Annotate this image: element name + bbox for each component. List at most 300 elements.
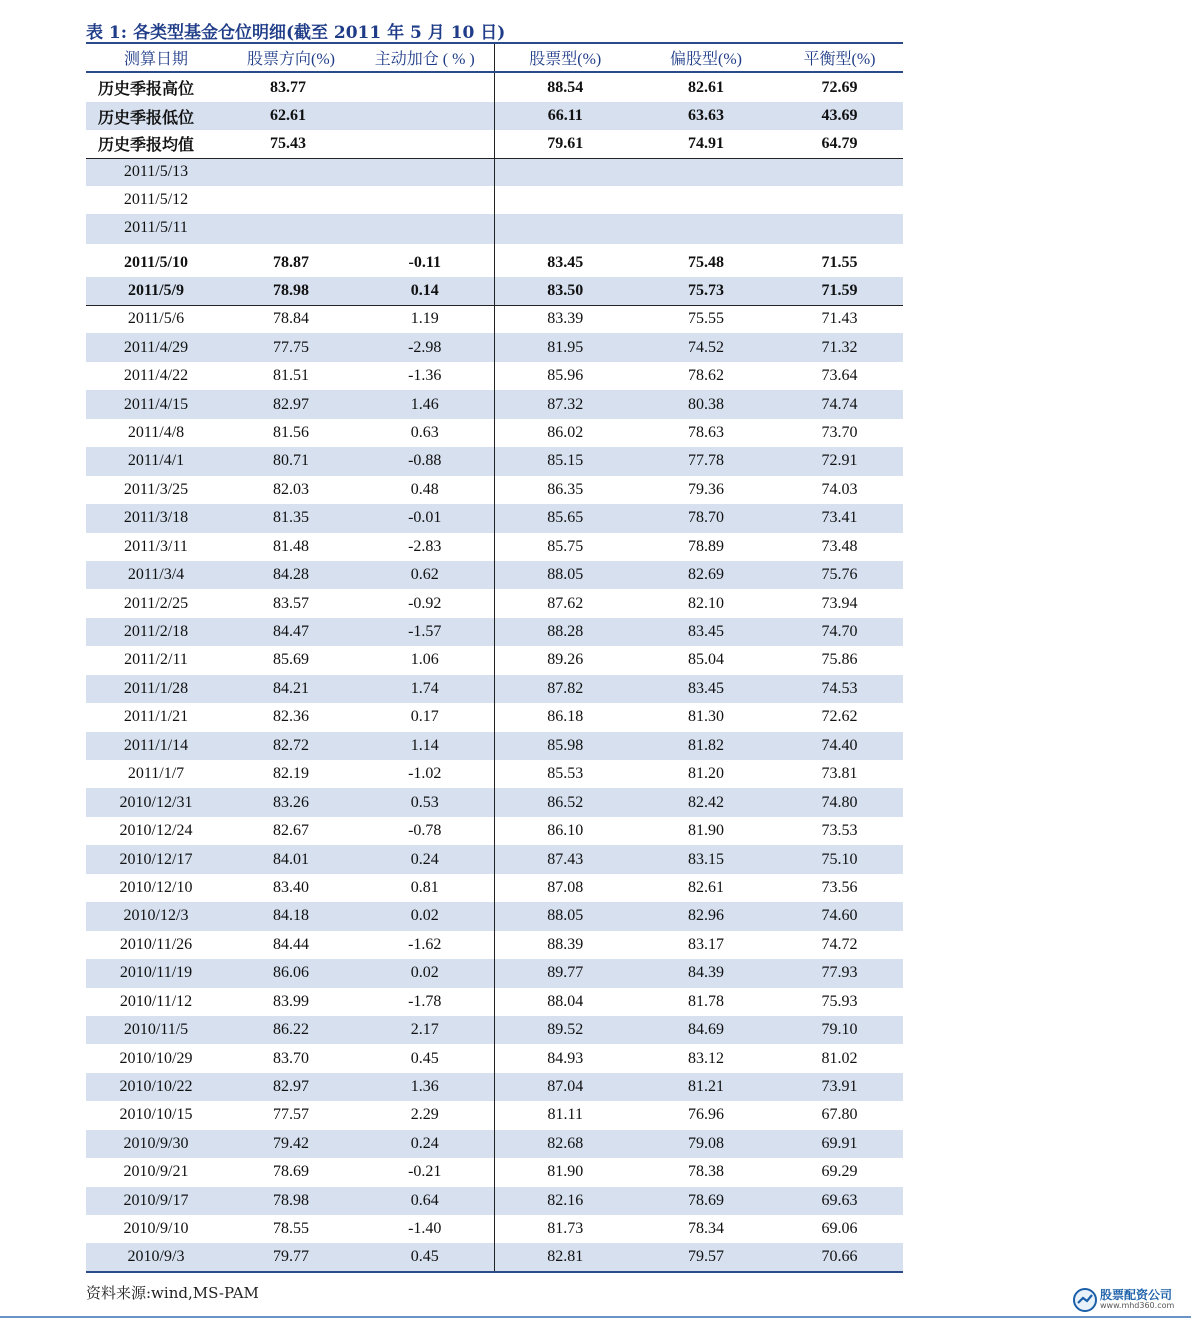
partial-stock-cell: 78.63 [688,423,724,441]
date-cell: 2010/12/10 [119,878,193,896]
stock-direction-cell: 84.18 [226,902,356,930]
stock-direction-cell [226,158,356,186]
partial-stock-cell: 83.15 [636,845,776,873]
partial-stock-cell: 81.21 [636,1073,776,1101]
partial-stock-cell: 82.10 [688,594,724,612]
date-cell: 2011/2/11 [124,651,188,669]
partial-stock-cell: 85.04 [688,651,724,669]
partial-stock-cell: 81.90 [688,822,724,840]
date-cell: 2011/3/25 [123,480,189,498]
balanced-cell: 75.93 [821,992,858,1010]
header-partial-stock: 偏股型(%) [636,43,776,72]
stock-type-cell: 89.26 [547,651,584,669]
partial-stock-cell: 63.63 [636,102,776,130]
balanced-cell: 73.64 [821,367,858,385]
active-add-cell: -0.01 [356,504,494,532]
active-add-cell: 0.45 [356,1044,494,1072]
stock-direction-cell: 83.57 [273,594,309,612]
logo-url: www.mhd360.com [1100,1301,1175,1310]
stock-type-cell: 88.05 [494,561,636,589]
active-add-cell: -0.78 [356,817,494,845]
active-add-cell: -0.88 [356,447,494,475]
stock-direction-cell: 79.42 [226,1130,356,1158]
active-add-cell: 0.48 [356,476,494,504]
date-cell: 2010/11/5 [86,1016,226,1044]
stock-direction-cell: 81.35 [226,504,356,532]
balanced-cell: 73.91 [776,1073,903,1101]
balanced-cell: 70.66 [776,1243,903,1271]
table-row [86,959,903,987]
active-add-cell [356,158,494,186]
active-add-cell: -0.21 [356,1158,494,1186]
table-row [86,760,903,788]
stock-type-cell: 85.75 [547,537,584,555]
date-cell: 2010/10/29 [119,1049,193,1067]
active-add-cell: -2.98 [356,333,494,361]
header-stock-type: 股票型(%) [494,43,636,72]
active-add-cell: 2.17 [356,1016,494,1044]
stock-direction-cell: 83.40 [273,878,309,896]
balanced-cell: 81.02 [821,1049,858,1067]
partial-stock-cell: 81.78 [688,992,724,1010]
table-row [86,874,903,902]
stock-type-cell: 88.39 [547,935,584,953]
active-add-cell: 0.17 [356,703,494,731]
table-row [86,788,903,816]
balanced-cell: 43.69 [776,102,903,130]
logo-icon [1072,1287,1098,1313]
stock-type-cell: 86.35 [547,480,584,498]
stock-type-cell [494,186,636,214]
date-cell: 2010/11/12 [119,992,193,1010]
stock-type-cell: 81.90 [547,1163,584,1181]
table-row [86,675,903,703]
stock-direction-cell: 78.55 [273,1220,309,1238]
table-row [86,419,903,447]
active-add-cell: 1.19 [356,305,494,333]
table-row [86,646,903,674]
partial-stock-cell: 74.91 [636,130,776,158]
date-cell: 2011/4/1 [86,447,226,475]
stock-direction-cell: 78.84 [273,310,309,328]
active-add-cell: 1.46 [356,390,494,418]
date-cell: 2010/10/15 [119,1106,193,1124]
table-row [86,476,903,504]
partial-stock-cell: 82.69 [636,561,776,589]
stock-direction-cell: 84.47 [226,618,356,646]
stock-type-cell: 88.04 [547,992,584,1010]
date-cell: 2011/1/14 [86,732,226,760]
table-row [86,1158,903,1186]
active-add-cell: 0.62 [356,561,494,589]
active-add-cell: 1.14 [356,732,494,760]
balanced-cell: 71.59 [776,277,903,305]
stock-direction-cell: 78.69 [273,1163,309,1181]
stock-direction-cell: 82.03 [273,480,309,498]
partial-stock-cell: 74.52 [636,333,776,361]
balanced-cell: 74.40 [776,732,903,760]
date-cell: 2010/12/3 [86,902,226,930]
recent-row [86,248,903,277]
partial-stock-cell: 75.48 [688,253,724,271]
date-cell: 2011/4/8 [127,423,185,441]
stock-type-cell [494,158,636,186]
partial-stock-cell: 78.38 [688,1163,724,1181]
date-cell: 2011/4/22 [123,367,189,385]
stock-type-cell: 81.11 [547,1106,583,1124]
partial-stock-cell: 82.96 [636,902,776,930]
header-date: 测算日期 [86,43,226,72]
partial-stock-cell [636,186,776,214]
table-row [86,902,903,930]
active-add-cell [356,130,494,158]
date-cell: 2011/1/28 [86,675,226,703]
table-row [86,618,903,646]
active-add-cell: -0.11 [356,248,494,277]
table-row [86,817,903,845]
stock-type-cell: 85.65 [494,504,636,532]
active-add-cell: 1.06 [356,646,494,674]
table-row [86,1215,903,1243]
stock-type-cell: 87.04 [494,1073,636,1101]
balanced-cell: 75.86 [821,651,858,669]
table-row [86,1243,903,1271]
table-row [86,931,903,959]
stock-type-cell: 83.45 [547,253,584,271]
partial-stock-cell: 83.12 [688,1049,724,1067]
active-add-cell: 0.45 [356,1243,494,1271]
balanced-cell: 73.48 [821,537,858,555]
date-cell: 2010/12/17 [86,845,226,873]
active-add-cell: -1.57 [356,618,494,646]
active-add-cell: -1.36 [356,362,494,390]
history-label: 历史季报低位 [86,102,226,130]
partial-stock-cell: 78.62 [688,367,724,385]
date-cell: 2010/12/31 [86,788,226,816]
active-add-cell: -0.92 [356,589,494,617]
table-row [86,362,903,390]
stock-type-cell: 88.05 [494,902,636,930]
active-add-cell [356,102,494,130]
partial-stock-cell: 81.20 [688,765,724,783]
active-add-cell: -1.78 [356,988,494,1016]
balanced-cell: 71.32 [776,333,903,361]
date-cell: 2010/9/30 [86,1130,226,1158]
header-active-add: 主动加仓 ( % ) [356,43,494,72]
active-add-cell: -2.83 [356,533,494,561]
date-row-empty [86,214,903,242]
active-add-cell: 0.81 [356,874,494,902]
table-row [86,447,903,475]
stock-type-cell: 87.32 [494,390,636,418]
balanced-cell [776,158,903,186]
date-row-empty [86,186,903,214]
active-add-cell: 0.63 [356,419,494,447]
table-row [86,1101,903,1129]
stock-direction-cell: 86.22 [226,1016,356,1044]
partial-stock-cell: 81.30 [688,708,724,726]
stock-direction-cell: 75.43 [226,130,356,158]
stock-direction-cell: 83.99 [273,992,309,1010]
stock-direction-cell: 78.98 [226,1187,356,1215]
stock-direction-cell: 62.61 [226,102,356,130]
active-add-cell: 2.29 [356,1101,494,1129]
partial-stock-cell: 82.61 [688,78,724,96]
stock-type-cell: 87.82 [494,675,636,703]
balanced-cell: 74.70 [776,618,903,646]
partial-stock-cell: 80.38 [636,390,776,418]
stock-type-cell: 86.10 [547,822,584,840]
balanced-cell: 72.91 [776,447,903,475]
stock-type-cell: 85.98 [494,732,636,760]
stock-type-cell: 85.53 [547,765,584,783]
partial-stock-cell: 75.55 [688,310,724,328]
table-row [86,703,903,731]
partial-stock-cell: 78.70 [636,504,776,532]
partial-stock-cell: 78.69 [636,1187,776,1215]
active-add-cell: 0.14 [356,277,494,305]
table-row [86,732,903,760]
balanced-cell: 71.55 [821,253,858,271]
date-cell: 2011/5/12 [123,191,189,208]
active-add-cell [356,214,494,242]
balanced-cell: 69.91 [776,1130,903,1158]
stock-type-cell: 79.61 [494,130,636,158]
partial-stock-cell: 82.42 [636,788,776,816]
active-add-cell: 1.74 [356,675,494,703]
stock-type-cell: 85.15 [494,447,636,475]
date-cell: 2010/12/24 [119,822,193,840]
table-row [86,1016,903,1044]
partial-stock-cell: 83.45 [636,618,776,646]
balanced-cell: 73.94 [821,594,858,612]
stock-direction-cell: 82.67 [273,822,309,840]
table-row [86,561,903,589]
balanced-cell [776,186,903,214]
header-stock-direction: 股票方向(%) [226,43,356,72]
stock-type-cell: 87.08 [547,878,584,896]
stock-direction-cell: 84.44 [273,935,309,953]
stock-direction-cell: 79.77 [226,1243,356,1271]
table-title: 表 1: 各类型基金仓位明细(截至 2011 年 5 月 10 日) [86,23,506,43]
date-cell: 2011/5/13 [86,158,226,186]
table-row [86,589,903,617]
history-row [86,130,903,158]
table-row [86,533,903,561]
stock-direction-cell: 84.28 [226,561,356,589]
active-add-cell: 0.02 [356,902,494,930]
stock-direction-cell [226,186,356,214]
stock-type-cell: 85.96 [547,367,584,385]
table-row [86,1187,903,1215]
balanced-cell: 71.43 [821,310,858,328]
balanced-cell: 73.81 [821,765,858,783]
active-add-cell: 0.24 [356,845,494,873]
date-cell: 2011/5/10 [123,253,188,271]
partial-stock-cell: 79.57 [636,1243,776,1271]
balanced-cell: 74.53 [776,675,903,703]
stock-type-cell: 82.81 [494,1243,636,1271]
date-cell: 2010/9/3 [86,1243,226,1271]
recent-row [86,277,903,305]
table-body [86,72,903,1272]
partial-stock-cell: 76.96 [688,1106,724,1124]
table-row [86,1044,903,1072]
source-note: 资料来源:wind,MS-PAM [86,1284,259,1302]
active-add-cell: 0.53 [356,788,494,816]
stock-direction-cell: 84.21 [226,675,356,703]
date-cell: 2011/3/4 [86,561,226,589]
date-cell: 2010/9/21 [123,1163,189,1181]
fund-position-table [86,42,903,1273]
stock-type-cell: 87.43 [494,845,636,873]
balanced-cell: 77.93 [776,959,903,987]
active-add-cell: 0.64 [356,1187,494,1215]
table-row [86,988,903,1016]
active-add-cell [356,186,494,214]
balanced-cell: 74.80 [776,788,903,816]
stock-type-cell: 86.52 [494,788,636,816]
balanced-cell [776,214,903,242]
stock-direction-cell: 78.87 [273,253,309,271]
stock-direction-cell: 81.51 [273,367,309,385]
stock-direction-cell: 82.36 [273,708,309,726]
history-row [86,102,903,130]
partial-stock-cell: 75.73 [636,277,776,305]
logo-name: 股票配资公司 [1100,1288,1173,1302]
active-add-cell: 0.24 [356,1130,494,1158]
date-cell: 2010/10/22 [86,1073,226,1101]
partial-stock-cell: 79.36 [688,480,724,498]
history-label: 历史季报均值 [86,130,226,158]
balanced-cell: 73.41 [776,504,903,532]
stock-direction-cell: 81.56 [273,423,309,441]
header-balanced: 平衡型(%) [776,43,903,72]
balanced-cell: 72.69 [821,78,858,96]
date-cell: 2011/3/11 [124,537,188,555]
balanced-cell: 69.29 [821,1163,858,1181]
stock-type-cell: 88.28 [494,618,636,646]
balanced-cell: 69.06 [821,1220,858,1238]
stock-type-cell: 82.68 [494,1130,636,1158]
table-row [86,390,903,418]
table-row [86,305,903,333]
stock-direction-cell: 83.70 [273,1049,309,1067]
stock-direction-cell [226,214,356,242]
site-logo [1072,1284,1184,1316]
stock-direction-cell: 82.72 [226,732,356,760]
stock-type-cell: 89.52 [494,1016,636,1044]
partial-stock-cell: 83.17 [688,935,724,953]
stock-direction-cell: 80.71 [226,447,356,475]
stock-type-cell: 83.39 [547,310,584,328]
partial-stock-cell: 83.45 [636,675,776,703]
balanced-cell: 74.72 [821,935,858,953]
date-cell: 2011/4/29 [86,333,226,361]
balanced-cell: 74.74 [776,390,903,418]
date-cell: 2011/1/21 [123,708,189,726]
stock-direction-cell: 77.75 [226,333,356,361]
date-row-empty [86,158,903,186]
date-cell: 2010/9/10 [123,1220,189,1238]
date-cell: 2010/11/19 [86,959,226,987]
date-cell: 2010/11/26 [119,935,193,953]
balanced-cell: 72.62 [821,708,858,726]
date-cell: 2010/9/17 [86,1187,226,1215]
partial-stock-cell [636,158,776,186]
stock-direction-cell: 82.97 [226,1073,356,1101]
partial-stock-cell: 81.82 [636,732,776,760]
date-cell: 2011/2/18 [86,618,226,646]
stock-type-cell: 86.18 [547,708,584,726]
header-row [86,43,903,72]
balanced-cell: 67.80 [821,1106,858,1124]
partial-stock-cell [636,214,776,242]
balanced-cell: 75.76 [776,561,903,589]
stock-type-cell: 87.62 [547,594,584,612]
stock-direction-cell: 84.01 [226,845,356,873]
stock-direction-cell: 83.77 [270,78,306,96]
stock-type-cell: 82.16 [494,1187,636,1215]
stock-direction-cell: 83.26 [226,788,356,816]
partial-stock-cell: 79.08 [636,1130,776,1158]
table-row [86,845,903,873]
table-row [86,333,903,361]
partial-stock-cell: 84.39 [636,959,776,987]
balanced-cell: 79.10 [776,1016,903,1044]
active-add-cell [356,72,494,102]
active-add-cell: -1.02 [356,760,494,788]
date-cell: 2011/2/25 [123,594,189,612]
stock-type-cell: 83.50 [494,277,636,305]
balanced-cell: 73.56 [821,878,858,896]
balanced-cell: 73.70 [821,423,858,441]
table-row [86,1073,903,1101]
stock-type-cell: 66.11 [494,102,636,130]
stock-direction-cell: 81.48 [273,537,309,555]
balanced-cell: 73.53 [821,822,858,840]
table-row [86,1130,903,1158]
active-add-cell: -1.40 [356,1215,494,1243]
balanced-cell: 74.03 [821,480,858,498]
partial-stock-cell: 77.78 [636,447,776,475]
stock-direction-cell: 85.69 [273,651,309,669]
date-cell: 2011/5/9 [86,277,226,305]
table-row [86,504,903,532]
date-cell: 2011/4/15 [86,390,226,418]
stock-type-cell: 81.95 [494,333,636,361]
partial-stock-cell: 78.89 [688,537,724,555]
stock-type-cell [494,214,636,242]
stock-direction-cell: 86.06 [226,959,356,987]
stock-type-cell: 84.93 [547,1049,584,1067]
bottom-rule [0,1316,1191,1318]
stock-direction-cell: 78.98 [226,277,356,305]
stock-type-cell: 88.54 [547,78,584,96]
balanced-cell: 75.10 [776,845,903,873]
date-cell: 2011/3/18 [86,504,226,532]
stock-type-cell: 89.77 [494,959,636,987]
history-row [86,72,903,102]
active-add-cell: 0.02 [356,959,494,987]
date-cell: 2011/1/7 [127,765,185,783]
history-label: 历史季报高位 [98,79,195,98]
date-cell: 2011/5/11 [86,214,226,242]
stock-type-cell: 81.73 [547,1220,584,1238]
stock-type-cell: 86.02 [547,423,584,441]
stock-direction-cell: 82.19 [273,765,309,783]
stock-direction-cell: 82.97 [226,390,356,418]
